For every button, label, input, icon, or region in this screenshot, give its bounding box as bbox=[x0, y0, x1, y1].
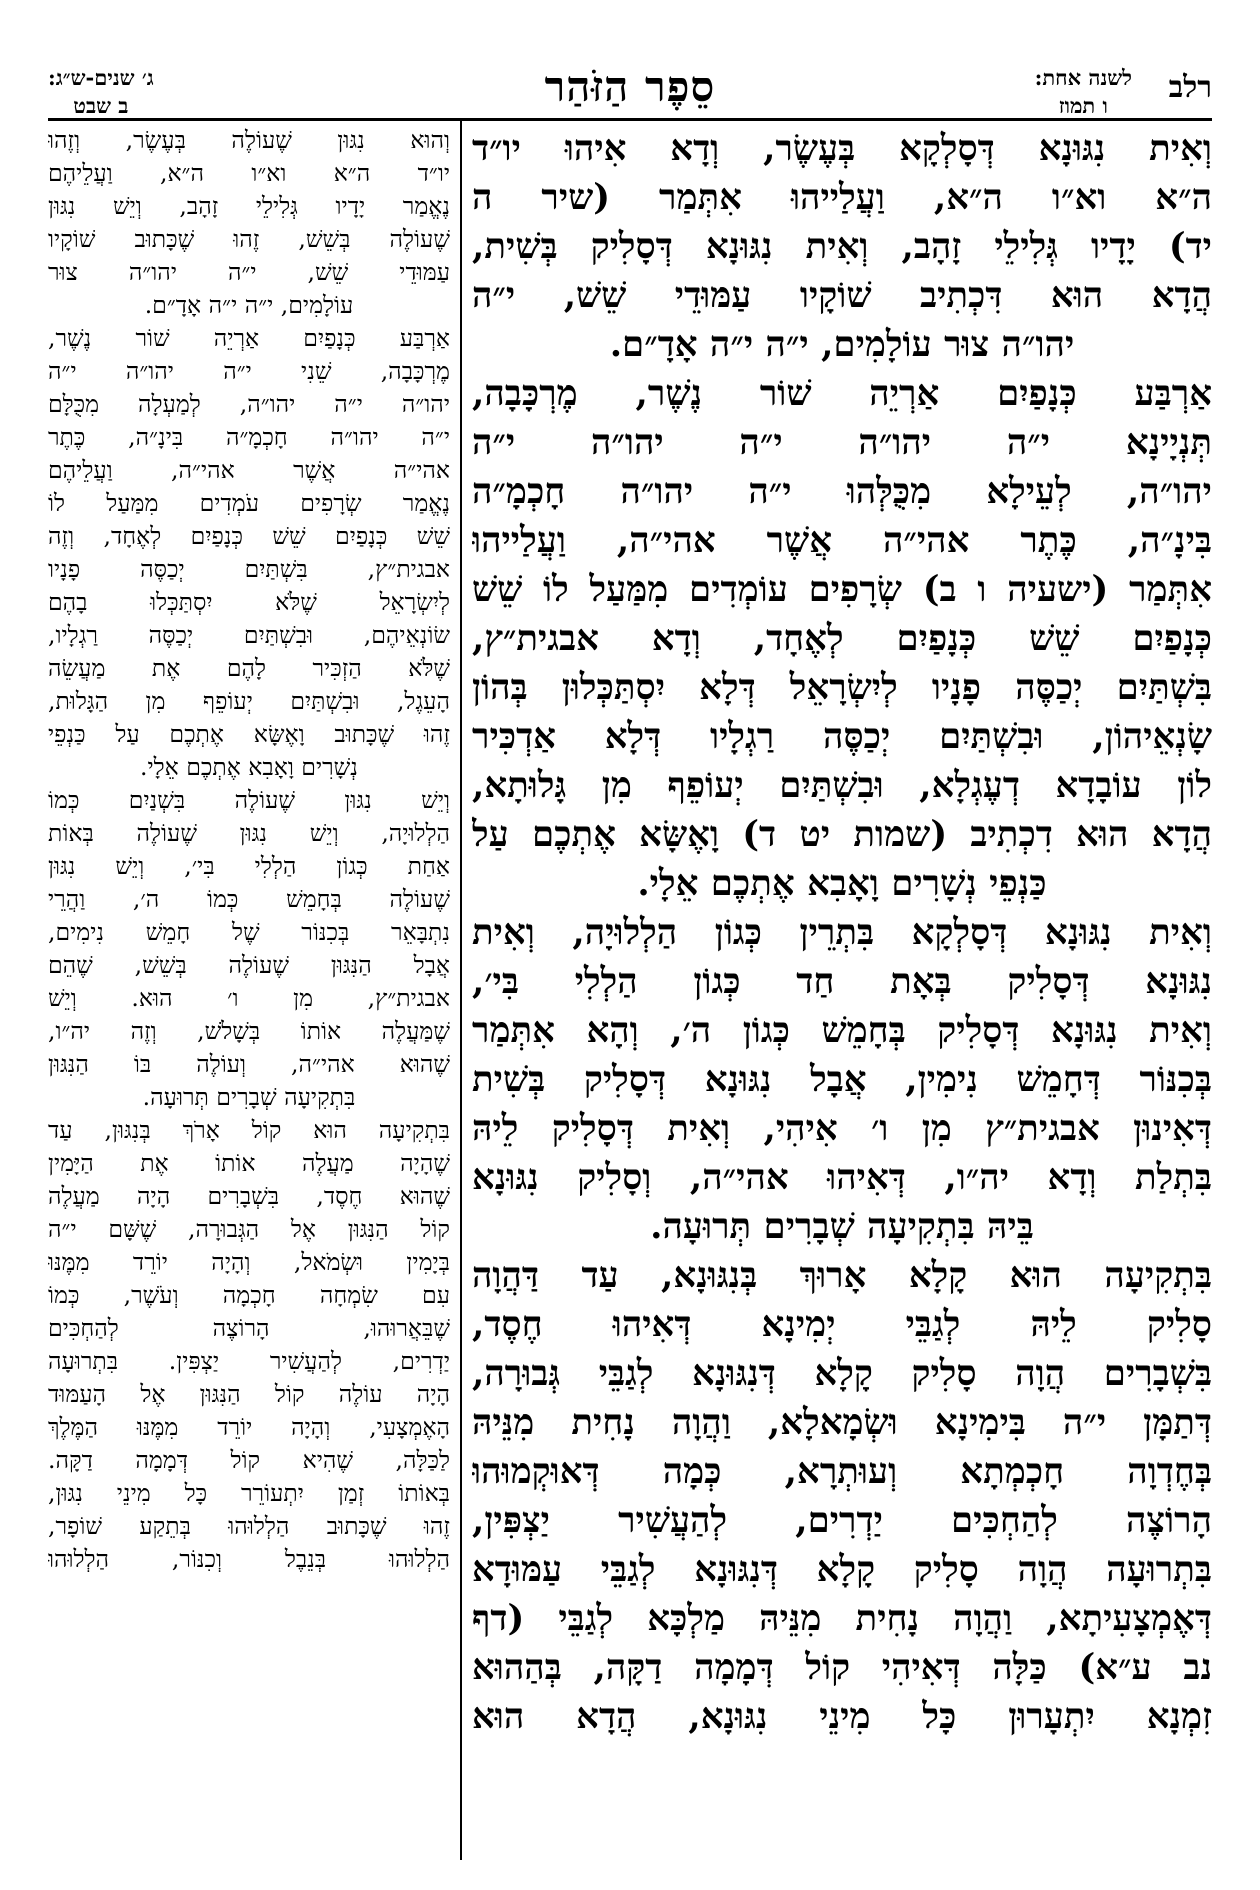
main-text-line: וְאִית נִגּוּנָא דְּסָלִיק בְּחָמֵשׁ כְּגוֹן ה׳, וְהָא אִתְּמַר bbox=[472, 1010, 1212, 1051]
translation-line: וְהוּא נִגּוּן שֶׁעוֹלֶה בְּעֶשֶׂר, וְזֶהוּ bbox=[48, 126, 450, 154]
main-text-line: תְּנְיָינָא י״ה יהו״ה י״ה יהו״ה י״ה bbox=[472, 422, 1212, 463]
translation-line: שֶׁלֹּא הַזְכִּיר לָהֶם אֶת מַעֲשֵׂה bbox=[48, 654, 450, 682]
header-right-line-2: ו תמוז bbox=[1058, 93, 1108, 118]
translation-line: י״ה יהו״ה חָכְמָ״ה בִּינָ״ה, כֶּתֶר bbox=[48, 423, 450, 451]
main-text-line: דְּאִינוּן אבגית״ץ מִן ו׳ אִיהִי, וְאִית דְּסָלִיק לֵיהּ bbox=[472, 1108, 1212, 1149]
book-title: סֵפֶר הַזֹּהַר bbox=[544, 62, 716, 111]
translation-line: בִּתְקִיעָה שְׁבָרִים תְּרוּעָה. bbox=[142, 1083, 356, 1111]
main-text-line: בֵּיהּ בִּתְקִיעָה שְׁבָרִים תְּרוּעָה. bbox=[650, 1206, 1034, 1247]
main-text-line: דְּאֶמְצָעִיתָא, וַהֲוָה נָחִית מִנֵּיהּ מַלְכָּא לְגַבֵּי (דף bbox=[472, 1598, 1212, 1639]
main-text-line: בִּינָ״ה, כֶּתֶר אהי״ה אֲשֶׁר אהי״ה, וַעֲלַייהוּ bbox=[472, 520, 1212, 561]
main-text-line: הֲדָא הוּא דִכְתִיב (שמות יט ד) וָאֶשָּׂא אֶתְכֶם עַל bbox=[472, 814, 1212, 855]
translation-line: זֶהוּ שֶׁכָּתוּב וָאֶשָּׂא אֶתְכֶם עַל כַּנְפֵי bbox=[48, 720, 450, 748]
translation-line: אהי״ה אֲשֶׁר אהי״ה, וַעֲלֵיהֶם bbox=[48, 456, 450, 484]
translation-line: בְּיָמִין וּשְׂמֹאל, וְהָיָה יוֹרֵד מִמֶּנּוּ bbox=[48, 1248, 450, 1276]
translation-line: קוֹל הַנִּגּוּן אֶל הַגְּבוּרָה, שֶׁשָּׁם י״ה bbox=[48, 1215, 450, 1243]
main-text-line: סָלִיק לֵיהּ לְגַבֵּי יְמִינָא דְּאִיהוּ חֶסֶד, bbox=[472, 1304, 1212, 1345]
translation-line: אבגית״ץ, בִּשְׁתַּיִם יְכַסֶּה פָנָיו bbox=[48, 555, 450, 583]
translation-line: יו״ד ה״א וא״ו ה״א, וַעֲלֵיהֶם bbox=[48, 159, 450, 187]
translation-line: אַחַת כְּגוֹן הַלְלִי בִּי׳, וְיֵשׁ נִגּוּן bbox=[48, 852, 450, 880]
main-text-line: בִּתְרוּעָה הֲוָה סָלִיק קָלָא דְּנִגּוּנָא לְגַבֵּי עַמּוּדָא bbox=[472, 1549, 1212, 1590]
main-text-column bbox=[472, 124, 1212, 1864]
translation-line: נֶאֱמַר שְׂרָפִים עֹמְדִים מִמַּעַל לוֹ bbox=[48, 489, 450, 517]
main-text-line: וְאִית נִגּוּנָא דְּסָלְקָא בְּעֶשֶׂר, וְדָא אִיהוּ יו״ד bbox=[472, 128, 1212, 169]
translation-line: שֵׁשׁ כְּנָפַיִם שֵׁשׁ כְּנָפַיִם לְאֶחָד, וְזֶה bbox=[48, 522, 450, 550]
translation-line: הַלְלוּהוּ בְּנֵבֶל וְכִנּוֹר, הַלְלוּהוּ bbox=[48, 1545, 450, 1573]
translation-line: שֶׁבֵּאֲרוּהוּ, הָרוֹצֶה לְהַחְכִּים bbox=[48, 1314, 450, 1342]
main-text-line: יד) יָדָיו גְּלִילֵי זָהָב, וְאִית נִגּוּנָא דְּסָלִיק בְּשִׁית, bbox=[472, 226, 1212, 267]
main-text-line: אִתְּמַר (ישעיה ו ב) שְׂרָפִים עוֹמְדִים מִמַּעַל לוֹ שֵׁשׁ bbox=[472, 569, 1212, 610]
translation-line: הַלְלוּיָה, וְיֵשׁ נִגּוּן שֶׁעוֹלֶה בְּאוֹת bbox=[48, 819, 450, 847]
main-text-line: שָׂנְאֵיהוֹן, וּבִשְׁתַּיִם יְכַסֶּה רַגְלָיו דְּלָא אַדְכִּיר bbox=[472, 716, 1212, 757]
main-text-line: כַּנְפֵי נְשָׁרִים וָאָבִא אֶתְכֶם אֵלָי. bbox=[637, 863, 1047, 904]
main-text-line: בְּחֶדְוָה חָכְמְתָא וְעוּתְרָא, כְּמָה דְּאוּקְמוּהוּ bbox=[472, 1451, 1212, 1492]
header-left-line-1: ג׳ שנים-ש״ג: bbox=[48, 65, 154, 90]
header-left-label bbox=[48, 64, 154, 120]
translation-line: נְשָׁרִים וָאָבִא אֶתְכֶם אֵלָי. bbox=[140, 753, 358, 781]
translation-line: הָאֶמְצָעִי, וְהָיָה יוֹרֵד מִמֶּנּוּ הַמֶּלֶךְ bbox=[48, 1413, 450, 1441]
main-text-line: וְאִית נִגּוּנָא דְּסָלְקָא בִּתְרֵין כְּגוֹן הַלְלוּיָה, וְאִית bbox=[472, 912, 1212, 953]
main-text-line: בְּכִנּוֹר דְּחָמֵשׁ נִימִין, אֲבָל נִגּוּנָא דְּסָלִיק בְּשִׁית bbox=[472, 1059, 1212, 1100]
main-text-line: בִּתְקִיעָה הוּא קָלָא אָרוּךְ בְּנִגּוּנָא, עַד דַּהֲוָה bbox=[472, 1255, 1212, 1296]
main-text-line: נב ע״א) כַּלָּה דְּאִיהִי קוֹל דְּמָמָה דַקָּה, בְּהַהוּא bbox=[472, 1647, 1212, 1688]
translation-line: יהו״ה י״ה יהו״ה, לְמַעְלָה מִכֻּלָּם bbox=[48, 390, 450, 418]
header-left-line-2: ב שבט bbox=[73, 93, 129, 118]
translation-line: שֶׁהוּא חֶסֶד, בִּשְׁבָרִים הָיָה מַעֲלֶה bbox=[48, 1182, 450, 1210]
main-text-line: נִגּוּנָא דְּסָלִיק בְּאָת חַד כְּגוֹן הַלְלִי בִּי׳, bbox=[472, 961, 1212, 1002]
translation-line: הָיָה עוֹלֶה קוֹל הַנִּגּוּן אֶל הָעַמּוּד bbox=[48, 1380, 450, 1408]
page-number: רלב bbox=[1168, 70, 1212, 105]
main-text-line: יהו״ה, לְעֵילָא מִכֻּלְּהוּ י״ה יהו״ה חָכְמָ״ה bbox=[472, 471, 1212, 512]
translation-line: נִתְבָּאֵר בְּכִנּוֹר שֶׁל חָמֵשׁ נִימִים, bbox=[48, 918, 450, 946]
translation-line: עוֹלָמִים, י״ה י״ה אָדָ״ם. bbox=[144, 291, 354, 319]
main-text-line: זִמְנָא יִתְעָרוּן כָּל מִינֵי נִגּוּנָא, הֲדָא הוּא bbox=[472, 1696, 1212, 1737]
translation-line: אֲבָל הַנִּגּוּן שֶׁעוֹלֶה בְּשֵׁשׁ, שֶׁהֵם bbox=[48, 951, 450, 979]
translation-line: בְּאוֹתוֹ זְמַן יִתְעוֹרֵר כָּל מִינֵי נִגּוּן, bbox=[48, 1479, 450, 1507]
translation-line: עִם שִׂמְחָה חָכְמָה וְעֹשֶׁר, כְּמוֹ bbox=[48, 1281, 450, 1309]
main-text-line: לוֹן עוֹבָדָא דְעֶגְלָא, וּבִשְׁתַּיִם יְעוֹפֵף מִן גָּלוּתָא, bbox=[472, 765, 1212, 806]
translation-line: שֶׁמַּעֲלֶה אוֹתוֹ בְּשָׁלֹשׁ, וְזֶה יה״ו, bbox=[48, 1017, 450, 1045]
translation-line: מֶרְכָּבָה, שֵׁנִי י״ה יהו״ה י״ה bbox=[48, 357, 450, 385]
main-text-line: בִּשְׁתַּיִם יְכַסֶּה פָנָיו לְיִשְׂרָאֵל דְּלָא יִסְתַּכְּלוּן בְּהוֹן bbox=[472, 667, 1212, 708]
main-text-line: דְּתַמָּן י״ה בִּימִינָא וּשְׂמָאלָא, וַהֲוָה נָחִית מִנֵּיהּ bbox=[472, 1402, 1212, 1443]
translation-line: עַמּוּדֵי שֵׁשׁ, י״ה יהו״ה צוּר bbox=[48, 258, 450, 286]
translation-line: נֶאֱמַר יָדָיו גְּלִילֵי זָהָב, וְיֵשׁ נִגּוּן bbox=[48, 192, 450, 220]
main-text-line: אַרְבַּע כְּנָפַיִם אַרְיֵה שׁוֹר נֶשֶׁר, מֶרְכָּבָה, bbox=[472, 373, 1212, 414]
translation-line: אבגית״ץ, מִן ו׳ הוּא. וְיֵשׁ bbox=[48, 984, 450, 1012]
translation-line: אַרְבַּע כְּנָפַיִם אַרְיֵה שׁוֹר נֶשֶׁר, bbox=[48, 324, 450, 352]
translation-column bbox=[48, 124, 450, 1864]
translation-line: שׂוֹנְאֵיהֶם, וּבִשְׁתַּיִם יְכַסֶּה רַגְלָיו, bbox=[48, 621, 450, 649]
main-text-line: בִּשְׁבָרִים הֲוָה סָלִיק קָלָא דְּנִגּוּנָא לְגַבֵּי גְּבוּרָה, bbox=[472, 1353, 1212, 1394]
translation-line: לְיִשְׂרָאֵל שֶׁלֹּא יִסְתַּכְּלוּ בָהֶם bbox=[48, 588, 450, 616]
translation-line: שֶׁעוֹלֶה בְּשֵׁשׁ, זֶהוּ שֶׁכָּתוּב שׁוֹקָיו bbox=[48, 225, 450, 253]
column-divider bbox=[460, 120, 462, 1860]
main-text-line: יהו״ה צוּר עוֹלָמִים, י״ה י״ה אָדָ״ם. bbox=[609, 324, 1075, 365]
translation-line: זֶהוּ שֶׁכָּתוּב הַלְלוּהוּ בְּתֵקַע שׁוֹפָר, bbox=[48, 1512, 450, 1540]
translation-line: שֶׁהָיָה מַעֲלֶה אוֹתוֹ אֶת הַיָּמִין bbox=[48, 1149, 450, 1177]
translation-line: בִּתְקִיעָה הוּא קוֹל אָרֹךְ בְּנִגּוּן, עַד bbox=[48, 1116, 450, 1144]
translation-line: הָעֵגֶל, וּבִשְׁתַּיִם יְעוֹפֵף מִן הַגָּלוּת, bbox=[48, 687, 450, 715]
translation-line: שֶׁעוֹלֶה בְּחָמֵשׁ כְּמוֹ ה׳, וַהֲרֵי bbox=[48, 885, 450, 913]
page-header bbox=[48, 62, 1212, 122]
translation-line: שֶׁהוּא אהי״ה, וְעוֹלֶה בּוֹ הַנִּגּוּן bbox=[48, 1050, 450, 1078]
main-text-line: הֲדָא הוּא דִּכְתִיב שׁוֹקָיו עַמּוּדֵי שֵׁשׁ, י״ה bbox=[472, 275, 1212, 316]
translation-line: יַדְרִים, לְהַעֲשִׁיר יַצְפִּין. בִּתְרוּעָה bbox=[48, 1347, 450, 1375]
main-text-line: הָרוֹצֶה לְהַחְכִּים יַדְרִים, לְהַעֲשִׁיר יַצְפִּין, bbox=[472, 1500, 1212, 1541]
header-rule bbox=[48, 118, 1212, 121]
header-right-line-1: לשנה אחת: bbox=[1034, 65, 1132, 90]
main-text-line: ה״א וא״ו ה״א, וַעֲלַייהוּ אִתְּמַר (שיר ה bbox=[472, 177, 1212, 218]
main-text-line: בִּתְלַת וְדָא יה״ו, דְּאִיהוּ אהי״ה, וְסָלִיק נִגּוּנָא bbox=[472, 1157, 1212, 1198]
translation-line: וְיֵשׁ נִגּוּן שֶׁעוֹלֶה בִּשְׁנַיִם כְּמוֹ bbox=[48, 786, 450, 814]
translation-line: לַכַּלָּה, שֶׁהִיא קוֹל דְּמָמָה דַקָּה. bbox=[48, 1446, 450, 1474]
main-text-line: כְּנָפַיִם שֵׁשׁ כְּנָפַיִם לְאֶחָד, וְדָא אבגית״ץ, bbox=[472, 618, 1212, 659]
